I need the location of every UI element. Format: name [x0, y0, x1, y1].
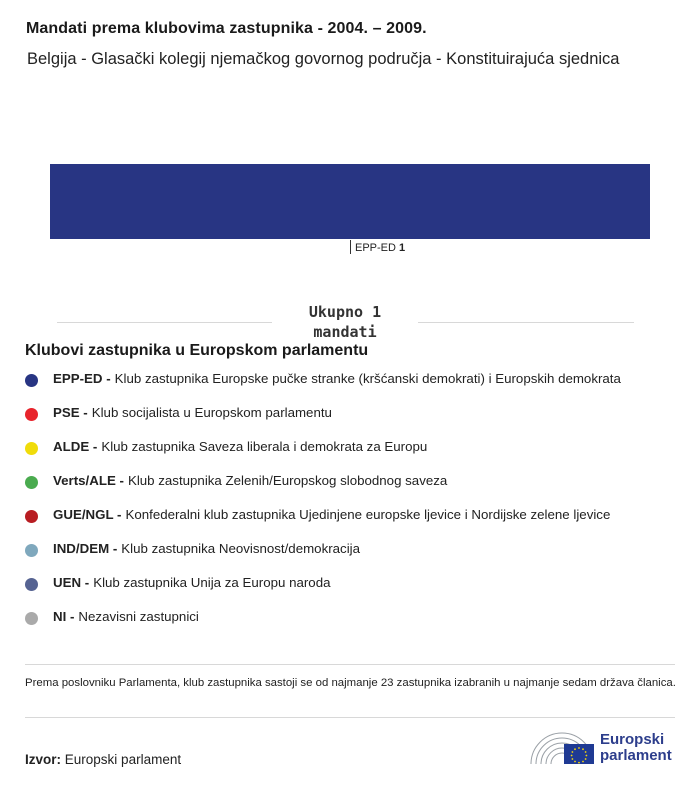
hemicycle-icon	[528, 728, 598, 768]
legend-text: Klub zastupnika Europske pučke stranke (kršćanski demokrati) i Europskih demokrata	[114, 371, 621, 386]
chart-title: Mandati prema klubovima zastupnika - 2004. – 2009.	[26, 20, 427, 37]
legend-abbr: GUE/NGL -	[53, 507, 122, 522]
legend-item-gue-ngl	[25, 507, 685, 541]
legend-dot	[25, 544, 38, 557]
bar-segment-epp-ed	[50, 164, 650, 239]
total-rule-left	[57, 322, 272, 323]
legend-text: Klub zastupnika Saveza liberala i demokrata za Europu	[101, 439, 428, 454]
total-count-label: Ukupno 1	[308, 303, 382, 321]
legend-item-uen	[25, 575, 685, 609]
legend-dot	[25, 442, 38, 455]
legend-item-alde	[25, 439, 685, 473]
legend-item-epp-ed	[25, 371, 685, 405]
footnote: Prema poslovniku Parlamenta, klub zastupnika sastoji se od najmanje 23 zastupnika izabranih u najmanje sedam država članica.	[25, 677, 676, 689]
legend-abbr: EPP-ED -	[53, 371, 111, 386]
logo-line-2: parlament	[600, 747, 672, 764]
legend-abbr: NI -	[53, 609, 75, 624]
legend-title: Klubovi zastupnika u Europskom parlamentu	[25, 342, 369, 359]
legend-text: Klub socijalista u Europskom parlamentu	[91, 405, 332, 420]
legend-abbr: ALDE -	[53, 439, 98, 454]
note-rule-bottom	[25, 717, 675, 718]
legend-text: Klub zastupnika Neovisnost/demokracija	[121, 541, 360, 556]
legend-item-verts-ale	[25, 473, 685, 507]
total-rule-right	[418, 322, 634, 323]
total-unit-label: mandati	[313, 323, 377, 341]
legend-abbr: Verts/ALE -	[53, 473, 124, 488]
source-label: Izvor:	[25, 752, 62, 767]
legend-dot	[25, 510, 38, 523]
legend-abbr: IND/DEM -	[53, 541, 118, 556]
source-value: Europski parlament	[64, 752, 182, 767]
legend-dot	[25, 578, 38, 591]
note-rule-top	[25, 664, 675, 665]
total-seats	[273, 302, 417, 342]
legend-dot	[25, 408, 38, 421]
legend-dot	[25, 612, 38, 625]
logo-line-1: Europski	[600, 731, 665, 748]
legend-text: Konfederalni klub zastupnika Ujedinjene europske ljevice i Nordijske zelene ljevice	[125, 507, 611, 522]
chart-subtitle: Belgija - Glasački kolegij njemačkog govornog područja - Konstituirajuća sjednica	[27, 50, 620, 68]
legend-item-pse	[25, 405, 685, 439]
legend-item-ind-dem	[25, 541, 685, 575]
legend-text: Klub zastupnika Zelenih/Europskog slobodnog saveza	[127, 473, 448, 488]
legend-item-ni	[25, 609, 685, 643]
legend-dot	[25, 374, 38, 387]
legend-text: Klub zastupnika Unija za Europu naroda	[93, 575, 331, 590]
legend-dot	[25, 476, 38, 489]
legend-text: Nezavisni zastupnici	[78, 609, 199, 624]
european-parliament-logo	[528, 726, 678, 770]
seat-bar-chart	[0, 150, 700, 260]
bar-data-label: EPP-ED 1	[355, 242, 406, 254]
group-legend	[25, 371, 685, 643]
logo-wordmark	[600, 732, 672, 764]
legend-abbr: UEN -	[53, 575, 90, 590]
legend-abbr: PSE -	[53, 405, 88, 420]
source-line	[25, 752, 181, 767]
